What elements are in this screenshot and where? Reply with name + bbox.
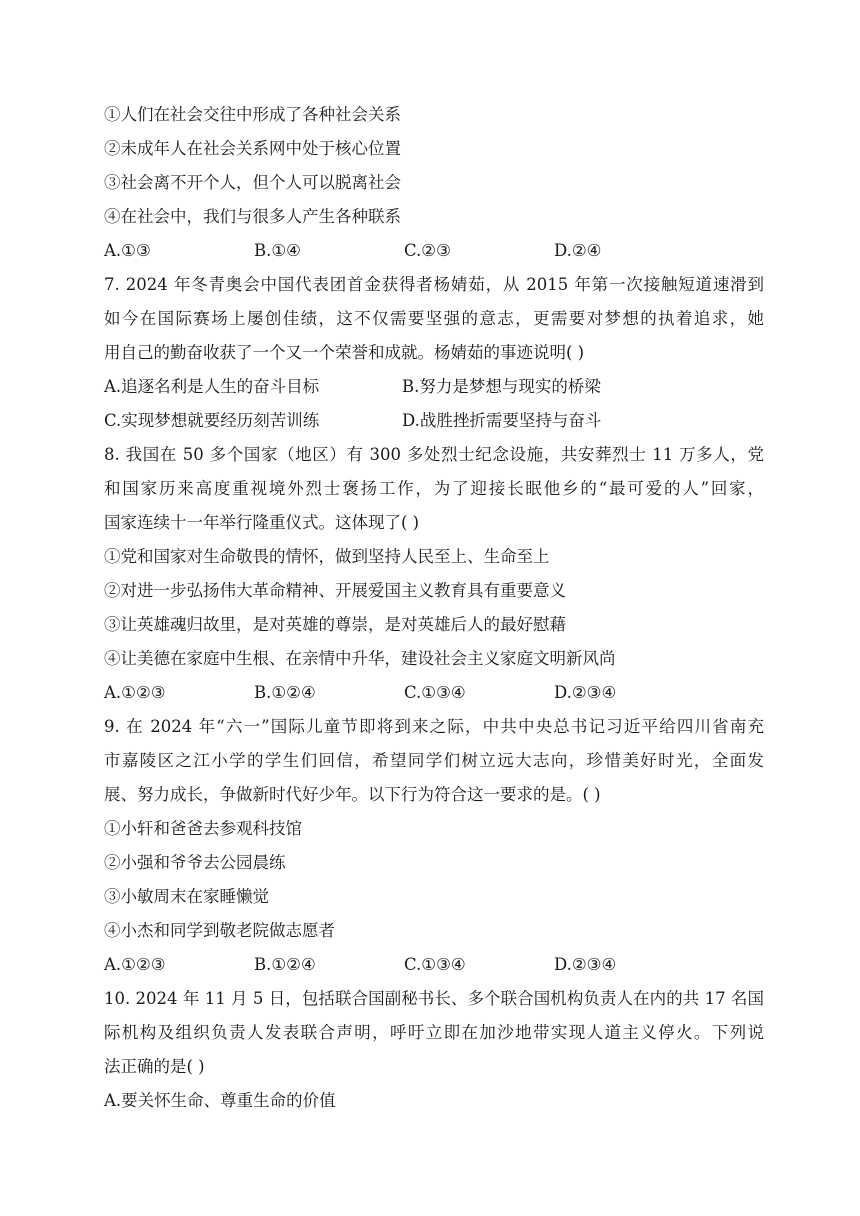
option-d: D.②④ bbox=[554, 241, 602, 260]
statement-4: ④小杰和同学到敬老院做志愿者 bbox=[104, 921, 335, 940]
option-a: A.①③ bbox=[104, 241, 151, 260]
question-9 bbox=[104, 710, 764, 982]
option-c: C.①③④ bbox=[404, 683, 466, 702]
option-d: D.②③④ bbox=[554, 955, 617, 974]
question-stem-line: 用自己的勤奋收获了一个又一个荣誉和成就。杨婧茹的事迹说明( ) bbox=[104, 343, 585, 362]
question-stem-line: 7. 2024 年冬青奥会中国代表团首金获得者杨婧茹，从 2015 年第一次接触短道速滑到 bbox=[104, 275, 764, 294]
question-stem-line: 如今在国际赛场上屡创佳绩，这不仅需要坚强的意志，更需要对梦想的执着追求，她 bbox=[104, 309, 764, 328]
statement-1: ①人们在社会交往中形成了各种社会关系 bbox=[104, 105, 401, 124]
answer-options bbox=[104, 676, 764, 710]
question-stem-line: 国家连续十一年举行隆重仪式。这体现了( ) bbox=[104, 513, 420, 532]
option-d: D.战胜挫折需要坚持与奋斗 bbox=[402, 411, 602, 430]
answer-options bbox=[104, 404, 764, 438]
statement-2: ②小强和爷爷去公园晨练 bbox=[104, 853, 286, 872]
option-c: C.①③④ bbox=[404, 955, 466, 974]
question-10 bbox=[104, 982, 764, 1118]
statement-2: ②对进一步弘扬伟大革命精神、开展爱国主义教育具有重要意义 bbox=[104, 581, 566, 600]
question-stem-line: 10. 2024 年 11 月 5 日，包括联合国副秘书长、多个联合国机构负责人在内的共 17 名国 bbox=[104, 989, 764, 1008]
option-c: C.②③ bbox=[404, 241, 451, 260]
question-stem-line: 展、努力成长，争做新时代好少年。以下行为符合这一要求的是。( ) bbox=[104, 785, 601, 804]
answer-options bbox=[104, 948, 764, 982]
statement-3: ③让英雄魂归故里，是对英雄的尊崇，是对英雄后人的最好慰藉 bbox=[104, 615, 566, 634]
option-b: B.努力是梦想与现实的桥梁 bbox=[402, 377, 601, 396]
question-7 bbox=[104, 268, 764, 438]
statement-4: ④让美德在家庭中生根、在亲情中升华，建设社会主义家庭文明新风尚 bbox=[104, 649, 616, 668]
statement-3: ③小敏周末在家睡懒觉 bbox=[104, 887, 269, 906]
question-stem-line: 际机构及组织负责人发表联合声明，呼吁立即在加沙地带实现人道主义停火。下列说 bbox=[104, 1023, 764, 1042]
option-d: D.②③④ bbox=[554, 683, 617, 702]
question-stem-line: 8. 我国在 50 多个国家（地区）有 300 多处烈士纪念设施，共安葬烈士 11 万多人，党 bbox=[104, 445, 764, 464]
question-stem-line: 和国家历来高度重视境外烈士褒扬工作，为了迎接长眠他乡的“最可爱的人”回家， bbox=[104, 479, 764, 498]
option-b: B.①④ bbox=[254, 241, 301, 260]
option-c: C.实现梦想就要经历刻苦训练 bbox=[104, 411, 320, 430]
option-a: A.①②③ bbox=[104, 955, 166, 974]
option-a: A.追逐名利是人生的奋斗目标 bbox=[104, 377, 320, 396]
option-b: B.①②④ bbox=[254, 955, 316, 974]
exam-page bbox=[104, 98, 764, 1118]
answer-options bbox=[104, 370, 764, 404]
option-a: A.①②③ bbox=[104, 683, 166, 702]
question-stem-line: 9. 在 2024 年“六一”国际儿童节即将到来之际，中共中央总书记习近平给四川省南充 bbox=[104, 717, 764, 736]
question-8 bbox=[104, 438, 764, 710]
answer-options bbox=[104, 234, 764, 268]
question-6 bbox=[104, 98, 764, 268]
question-stem-line: 市嘉陵区之江小学的学生们回信，希望同学们树立远大志向，珍惜美好时光，全面发 bbox=[104, 751, 764, 770]
statement-2: ②未成年人在社会关系网中处于核心位置 bbox=[104, 139, 401, 158]
statement-1: ①小轩和爸爸去参观科技馆 bbox=[104, 819, 302, 838]
statement-4: ④在社会中，我们与很多人产生各种联系 bbox=[104, 207, 401, 226]
option-a: A.要关怀生命、尊重生命的价值 bbox=[104, 1091, 336, 1110]
statement-3: ③社会离不开个人，但个人可以脱离社会 bbox=[104, 173, 401, 192]
statement-1: ①党和国家对生命敬畏的情怀，做到坚持人民至上、生命至上 bbox=[104, 547, 550, 566]
question-stem-line: 法正确的是( ) bbox=[104, 1057, 205, 1076]
option-b: B.①②④ bbox=[254, 683, 316, 702]
